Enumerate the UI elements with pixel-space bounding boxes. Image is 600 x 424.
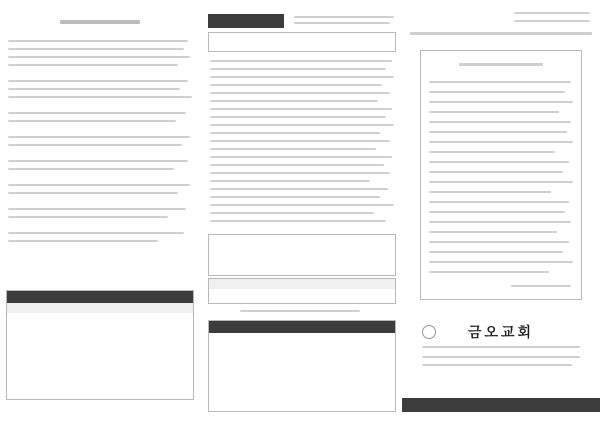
attendance-table <box>208 278 396 304</box>
text-line <box>210 76 394 78</box>
text-line <box>8 112 186 114</box>
text-line <box>294 16 394 18</box>
text-line <box>210 156 392 158</box>
section-heading <box>208 14 284 28</box>
text-line <box>210 108 392 110</box>
text-line <box>210 164 384 166</box>
text-line <box>294 22 390 24</box>
text-line <box>8 48 184 50</box>
text-line <box>210 68 386 70</box>
text-line <box>210 172 390 174</box>
text-line <box>240 310 360 312</box>
text-line <box>514 20 590 22</box>
text-line <box>210 196 380 198</box>
text-line <box>210 124 394 126</box>
text-line <box>8 232 184 234</box>
text-line <box>210 84 382 86</box>
schedule-table <box>6 290 194 400</box>
notice-box <box>208 32 396 52</box>
text-line <box>8 208 186 210</box>
left-column <box>0 0 198 424</box>
text-line <box>8 56 190 58</box>
text-line <box>210 180 370 182</box>
right-column <box>402 0 600 424</box>
text-line <box>8 80 188 82</box>
text-line <box>8 160 188 162</box>
text-line <box>8 144 182 146</box>
text-line <box>8 136 190 138</box>
church-name: 금오교회 <box>467 326 535 341</box>
middle-column <box>200 0 400 424</box>
text-line <box>410 32 592 35</box>
text-line <box>210 60 392 62</box>
text-line <box>210 188 388 190</box>
text-line <box>210 204 394 206</box>
text-line <box>8 96 192 98</box>
text-line <box>210 92 390 94</box>
text-line <box>8 192 178 194</box>
text-line <box>210 132 380 134</box>
text-line <box>210 220 386 222</box>
text-line <box>422 346 580 348</box>
text-line <box>210 140 390 142</box>
text-line <box>8 168 174 170</box>
text-line <box>210 148 376 150</box>
meditation-box <box>420 50 582 300</box>
text-line <box>8 88 180 90</box>
heading-placeholder <box>60 20 140 24</box>
text-line <box>422 364 572 366</box>
footer-banner <box>402 398 600 412</box>
text-line <box>8 64 178 66</box>
text-line <box>422 356 580 358</box>
text-line <box>210 212 374 214</box>
text-line <box>8 120 176 122</box>
text-line <box>8 184 190 186</box>
text-line <box>514 12 590 14</box>
text-line <box>8 216 168 218</box>
staff-table <box>208 320 396 412</box>
text-line <box>8 40 188 42</box>
text-line <box>210 116 386 118</box>
text-line <box>210 100 378 102</box>
text-line <box>8 240 158 242</box>
notice-box <box>208 234 396 276</box>
